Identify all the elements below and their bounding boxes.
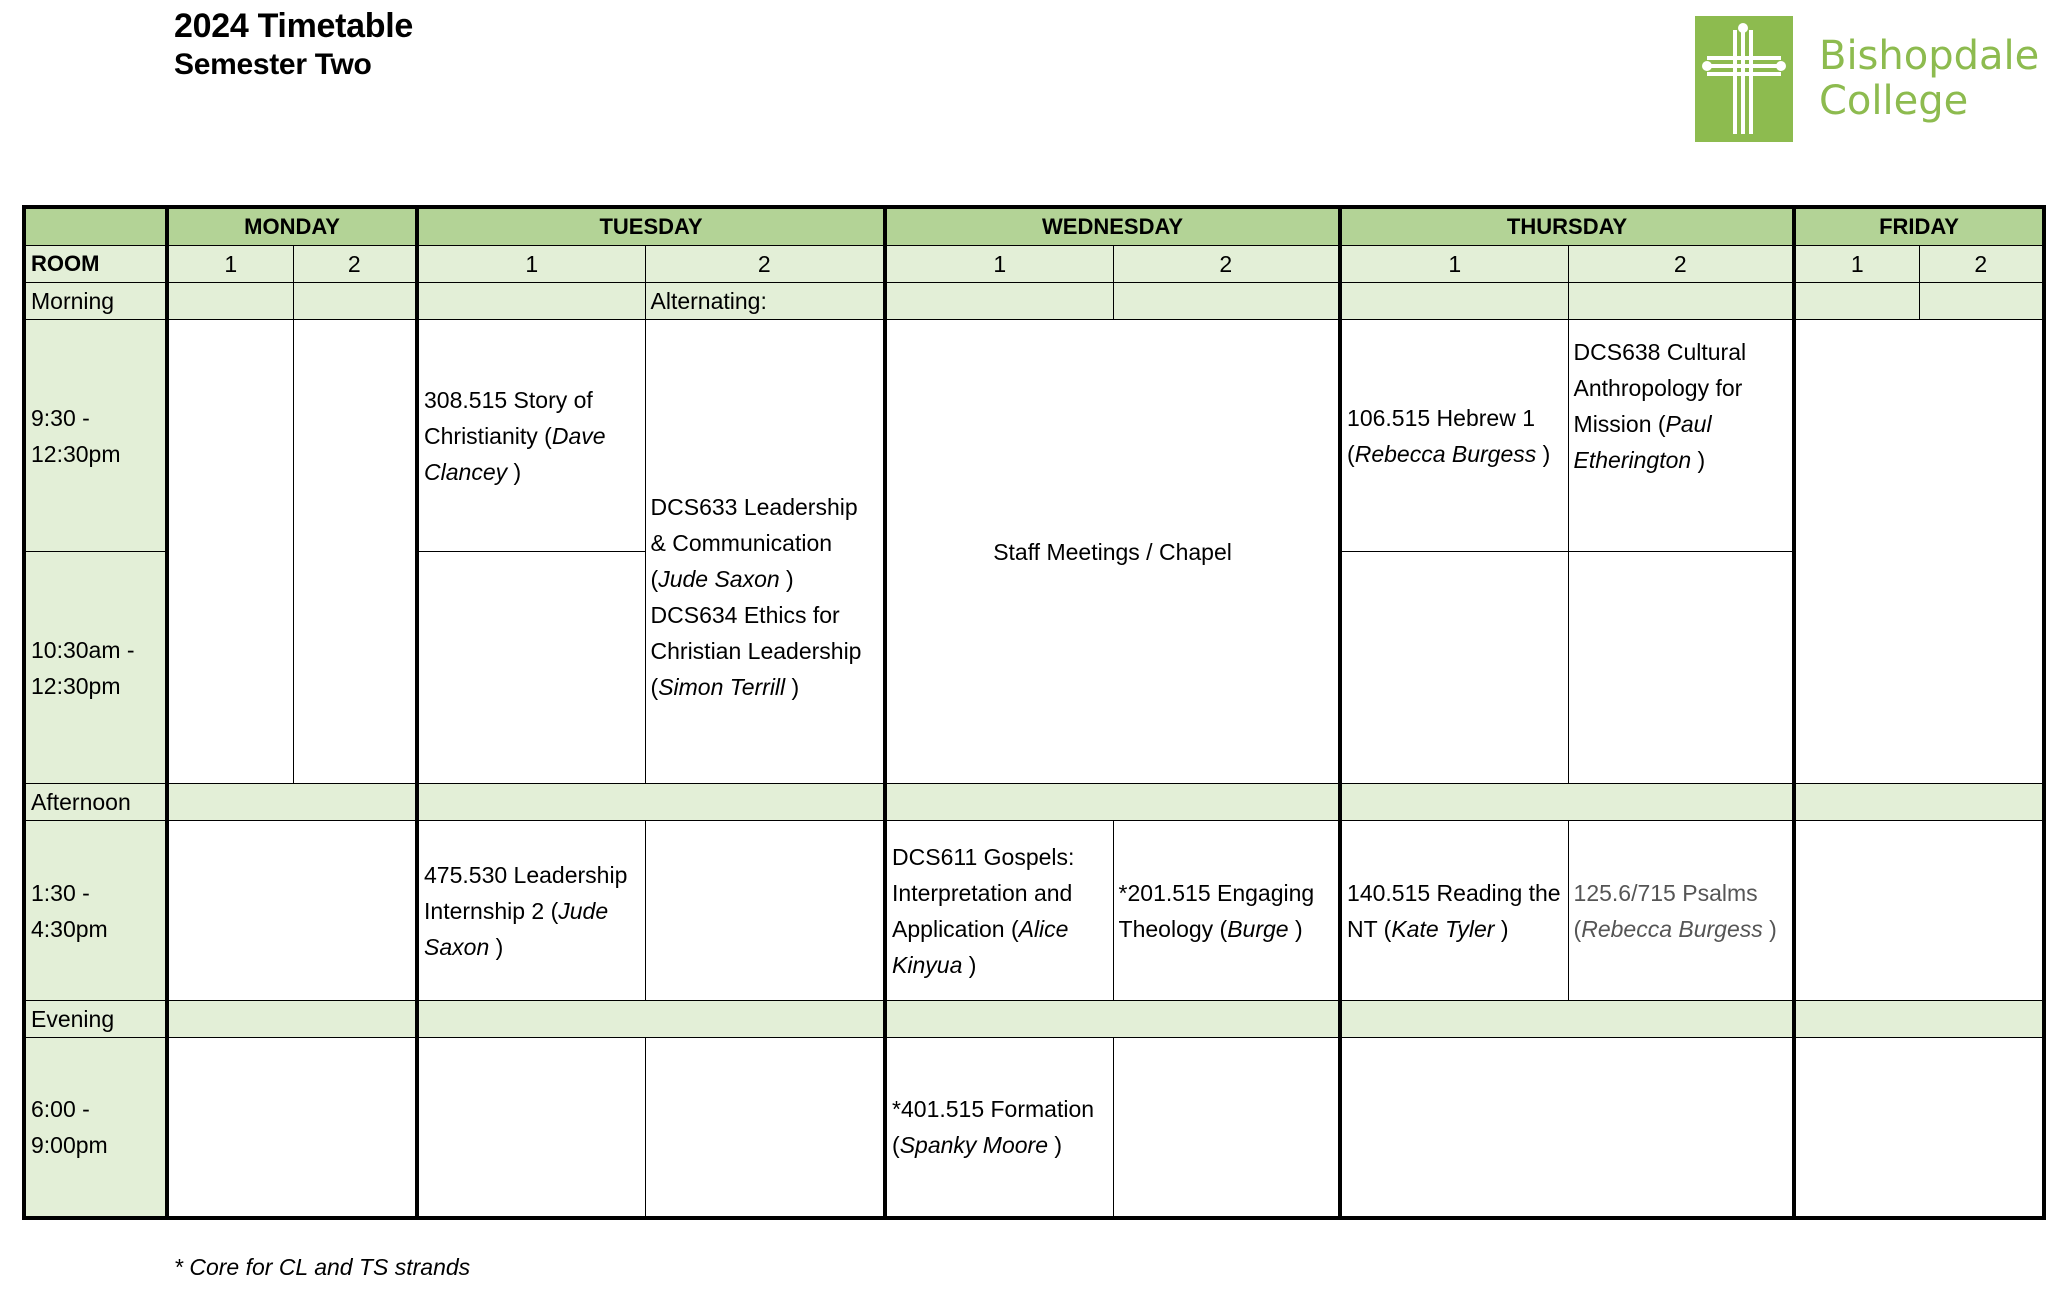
lecturer-name: Spanky Moore xyxy=(899,1131,1049,1158)
empty-cell xyxy=(417,1038,645,1218)
class-close: ) xyxy=(1536,440,1551,467)
empty-cell xyxy=(885,283,1113,320)
empty-cell xyxy=(1340,552,1568,784)
empty-cell xyxy=(167,784,417,821)
lecturer-name: Kate Tyler xyxy=(1391,915,1495,942)
lecturer-name: Alice Kinyua xyxy=(892,915,1069,978)
college-name-line2: College xyxy=(1819,78,1969,124)
class-cell xyxy=(645,320,885,784)
room-number: 2 xyxy=(293,246,417,283)
empty-cell xyxy=(417,552,645,784)
class-title: *401.515 Formation ( xyxy=(892,1095,1095,1158)
day-thursday: THURSDAY xyxy=(1340,207,1794,246)
class-title: DCS634 Ethics for Christian Leadership ( xyxy=(650,601,862,700)
class-title: 140.515 Reading the NT ( xyxy=(1347,879,1561,942)
class-title: DCS611 Gospels: Interpretation and Application ( xyxy=(892,843,1075,942)
day-friday: FRIDAY xyxy=(1794,207,2044,246)
class-cell xyxy=(1340,320,1568,552)
class-cell xyxy=(885,1038,1113,1218)
empty-cell xyxy=(167,320,293,784)
empty-cell xyxy=(1568,283,1794,320)
empty-cell xyxy=(167,1001,417,1038)
class-title: 125.6/715 Psalms ( xyxy=(1573,879,1758,942)
empty-cell xyxy=(167,283,293,320)
class-close: ) xyxy=(1048,1131,1063,1158)
evening-slot-row xyxy=(24,1038,2044,1218)
day-header-row xyxy=(24,207,2044,246)
college-name-line1: Bishopdale xyxy=(1819,33,2040,79)
empty-cell xyxy=(1113,1038,1340,1218)
page-title: 2024 Timetable xyxy=(174,7,413,45)
class-close: ) xyxy=(779,565,794,592)
class-cell xyxy=(417,821,645,1001)
empty-cell xyxy=(167,821,417,1001)
empty-cell xyxy=(417,784,885,821)
college-logo xyxy=(1695,16,2039,142)
header-corner xyxy=(24,207,167,246)
timetable xyxy=(22,205,2046,1220)
class-close: ) xyxy=(1691,447,1706,473)
empty-cell xyxy=(885,784,1340,821)
empty-cell xyxy=(1340,784,1794,821)
class-title: *201.515 Engaging Theology ( xyxy=(1118,879,1315,942)
afternoon-slot-row xyxy=(24,821,2044,1001)
class-title: 106.515 Hebrew 1 ( xyxy=(1347,404,1535,467)
class-close: ) xyxy=(962,951,977,978)
time-label: 1:30 - 4:30pm xyxy=(24,821,167,1001)
empty-cell xyxy=(1794,821,2044,1001)
page-subtitle: Semester Two xyxy=(174,48,372,81)
afternoon-section-row xyxy=(24,784,2044,821)
page-header xyxy=(174,4,413,82)
empty-cell xyxy=(1113,283,1340,320)
empty-cell xyxy=(1794,1001,2044,1038)
empty-cell xyxy=(1340,1038,1794,1218)
room-number: 2 xyxy=(645,246,885,283)
empty-cell xyxy=(1919,283,2044,320)
morning-section-row xyxy=(24,283,2044,320)
empty-cell xyxy=(1340,1001,1794,1038)
room-number: 1 xyxy=(1794,246,1919,283)
lecturer-name: Simon Terrill xyxy=(658,673,786,700)
lecturer-name: Jude Saxon xyxy=(658,565,780,592)
class-close: ) xyxy=(1494,915,1509,942)
lecturer-name: Rebecca Burgess xyxy=(1581,915,1763,942)
lecturer-name: Jude Saxon xyxy=(424,897,609,960)
room-number: 1 xyxy=(417,246,645,283)
empty-cell xyxy=(1794,1038,2044,1218)
empty-cell xyxy=(1568,552,1794,784)
day-monday: MONDAY xyxy=(167,207,417,246)
class-cell xyxy=(417,320,645,552)
time-label: 6:00 - 9:00pm xyxy=(24,1038,167,1218)
lecturer-name: Paul Etherington xyxy=(1573,411,1712,473)
class-close: ) xyxy=(785,673,800,700)
day-tuesday: TUESDAY xyxy=(417,207,885,246)
class-title: DCS633 Leadership & Communication ( xyxy=(650,493,858,592)
lecturer-name: Burge xyxy=(1227,915,1289,942)
empty-cell xyxy=(167,1038,417,1218)
room-number: 1 xyxy=(167,246,293,283)
empty-cell xyxy=(1794,283,1919,320)
empty-cell xyxy=(293,283,417,320)
cross-icon xyxy=(1695,16,1793,142)
empty-cell xyxy=(1794,784,2044,821)
room-number: 1 xyxy=(885,246,1113,283)
room-number: 2 xyxy=(1568,246,1794,283)
empty-cell xyxy=(1794,320,2044,784)
footnote: * Core for CL and TS strands xyxy=(174,1254,471,1280)
room-row xyxy=(24,246,2044,283)
room-number: 1 xyxy=(1340,246,1568,283)
day-wednesday: WEDNESDAY xyxy=(885,207,1340,246)
class-cell xyxy=(885,821,1113,1001)
empty-cell xyxy=(417,283,645,320)
room-label: ROOM xyxy=(24,246,167,283)
room-number: 2 xyxy=(1113,246,1340,283)
lecturer-name: Dave Clancey xyxy=(424,422,606,485)
class-close: ) xyxy=(1288,915,1303,942)
class-cell xyxy=(1113,821,1340,1001)
class-cell xyxy=(1340,821,1568,1001)
class-close: ) xyxy=(489,933,504,960)
class-cell xyxy=(1568,821,1794,1001)
section-label-morning: Morning xyxy=(24,283,167,320)
section-label-evening: Evening xyxy=(24,1001,167,1038)
class-title: 475.530 Leadership Internship 2 ( xyxy=(424,861,628,924)
lecturer-name: Rebecca Burgess xyxy=(1354,440,1537,467)
class-title: 308.515 Story of Christianity ( xyxy=(424,386,593,449)
time-label: 9:30 - 12:30pm xyxy=(24,320,167,552)
time-label: 10:30am - 12:30pm xyxy=(24,552,167,784)
college-name xyxy=(1819,34,2039,124)
class-title: DCS638 Cultural Anthropology for Mission ( xyxy=(1573,339,1747,437)
morning-slot-row-1 xyxy=(24,320,2044,552)
room-number: 2 xyxy=(1919,246,2044,283)
empty-cell xyxy=(645,1038,885,1218)
section-label-afternoon: Afternoon xyxy=(24,784,167,821)
empty-cell xyxy=(293,320,417,784)
class-close: ) xyxy=(1762,915,1777,942)
alternating-note: Alternating: xyxy=(645,283,885,320)
empty-cell xyxy=(1340,283,1568,320)
evening-section-row xyxy=(24,1001,2044,1038)
empty-cell xyxy=(417,1001,885,1038)
class-close: ) xyxy=(507,458,522,485)
class-cell xyxy=(1568,320,1794,552)
empty-cell xyxy=(885,1001,1340,1038)
staff-meetings-cell: Staff Meetings / Chapel xyxy=(885,320,1340,784)
empty-cell xyxy=(645,821,885,1001)
